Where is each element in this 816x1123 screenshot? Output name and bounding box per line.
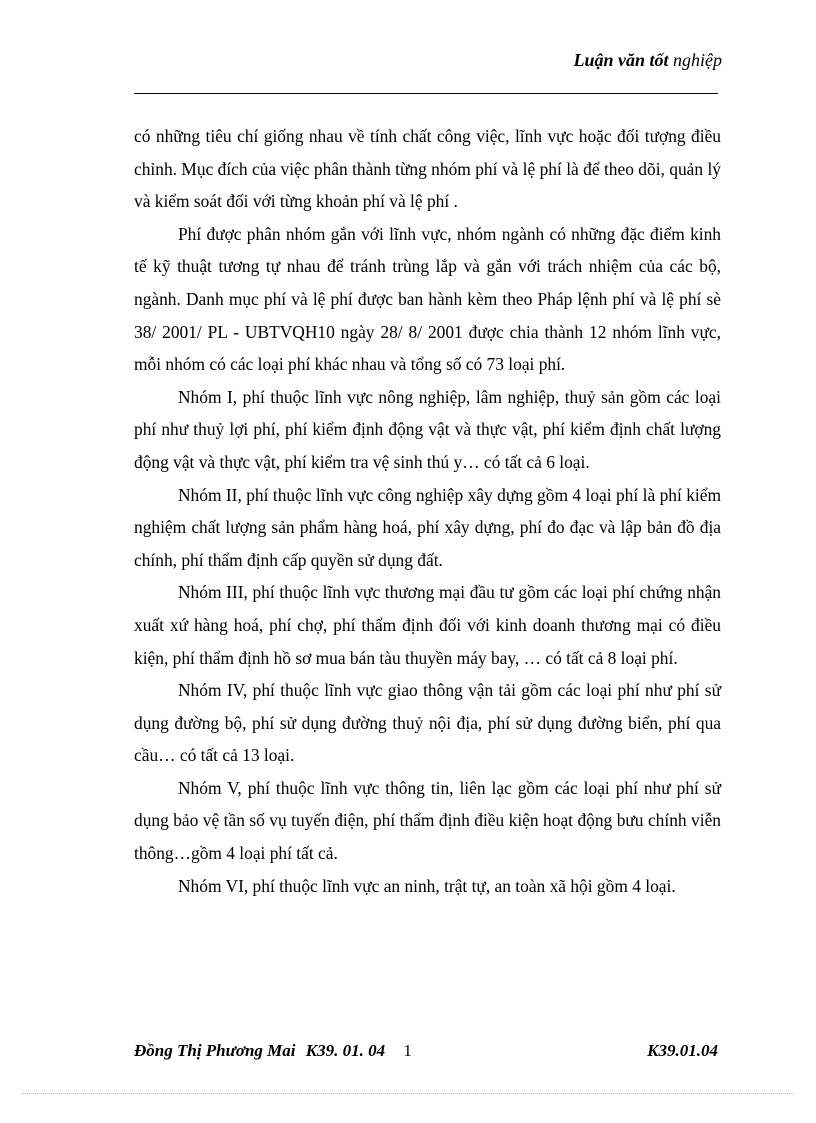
header-divider <box>134 93 718 94</box>
paragraph-group-3: Nhóm III, phí thuộc lĩnh vực thương mại đầu tư gồm các loại phí chứng nhận xuất xứ hàng hoá, phí chợ, phí thẩm định đối với kinh doanh thương mại có điều kiện, phí thẩm định hồ sơ mua bán tàu thuyền máy bay, … có tất cả 8 loại phí. <box>134 582 721 668</box>
footer-class-code: K39. 01. 04 <box>305 1041 386 1060</box>
paragraph-group-5: Nhóm V, phí thuộc lĩnh vực thông tin, liên lạc gồm các loại phí như phí sử dụng bảo vệ tần số vụ tuyến điện, phí thẩm định điều kiện hoạt động bưu chính viễn thông…gồm 4 loại phí tất cả. <box>134 777 721 864</box>
footer-class-code-right: K39.01.04 <box>647 1041 718 1060</box>
page-number: 1 <box>403 1041 412 1060</box>
paragraph-group-6: Nhóm VI, phí thuộc lĩnh vực an ninh, trật tự, an toàn xã hội gồm 4 loại. <box>178 875 676 896</box>
page-footer <box>134 1041 718 1061</box>
paragraph-group-1: Nhóm I, phí thuộc lĩnh vực nông nghiệp, lâm nghiệp, thuỷ sản gồm các loại phí như thuỷ lợi phí, phí kiểm định động vật và thực vật, phí kiểm định chất lượng động vật và thực vật, phí kiểm tra vệ sinh thú y… có tất cả 6 loại. <box>134 386 721 472</box>
footer-author: Đồng Thị Phương Mai <box>134 1041 296 1060</box>
paragraph-continuation: có những tiêu chí giống nhau về tính chất công việc, lĩnh vực hoặc đối tượng điều chỉnh. Mục đích của việc phân thành từng nhóm phí và lệ phí là để theo dõi, quản lý và kiểm soát đối với từng khoản phí và lệ phí . <box>134 126 721 212</box>
paragraph-group-4: Nhóm IV, phí thuộc lĩnh vực giao thông vận tải gồm các loại phí như phí sử dụng đường bộ, phí sử dụng đường thuỷ nội địa, phí sử dụng đường biển, phí qua cầu… có tất cả 13 loại. <box>134 680 721 766</box>
header-title-bold: Luận văn tốt <box>573 50 669 70</box>
paragraph-fee-grouping: Phí được phân nhóm gắn với lĩnh vực, nhóm ngành có những đặc điểm kinh tế kỹ thuật tương tự nhau để tránh trùng lắp và gắn với trách nhiệm của các bộ, ngành. Danh mục phí và lệ phí được ban hành kèm theo Pháp lệnh phí và lệ phí sè 38/ 2001/ PL - UBTVQH10 ngày 28/ 8/ 2001 được chia thành 12 nhóm lĩnh vực, mỗi nhóm có các loại phí khác nhau và tổng số có 73 loại phí. <box>134 223 721 375</box>
paragraph-group-2: Nhóm II, phí thuộc lĩnh vực công nghiệp xây dựng gồm 4 loại phí là phí kiểm nghiệm chất lượng sản phẩm hàng hoá, phí xây dựng, phí đo đạc và lập bản đồ địa chính, phí thẩm định cấp quyền sử dụng đất. <box>134 484 721 570</box>
document-body <box>134 120 721 902</box>
header-title-rest: nghiệp <box>673 50 722 70</box>
page-bottom-divider <box>22 1093 794 1094</box>
page-header <box>573 50 722 71</box>
